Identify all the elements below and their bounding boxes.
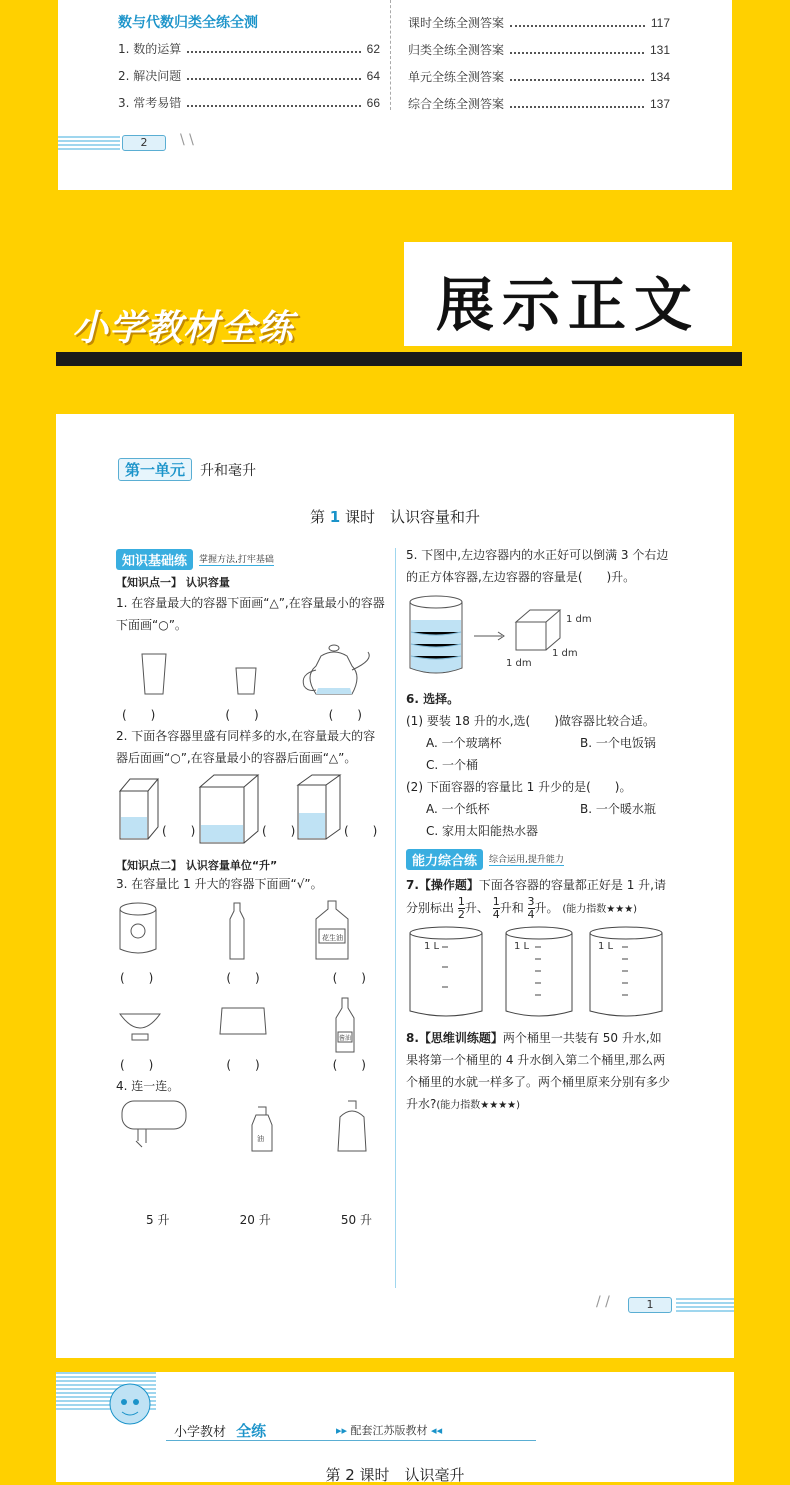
banner-underline	[56, 352, 742, 366]
containers-row-1	[116, 642, 386, 706]
page-number: 2	[122, 135, 166, 151]
answer-blank[interactable]: ( )	[225, 708, 259, 722]
toc-item[interactable]: 课时全练全测答案 117	[408, 16, 670, 30]
answer-row	[120, 1056, 366, 1073]
svg-text:1 dm: 1 dm	[506, 658, 532, 669]
option[interactable]: A. 一个纸杯	[426, 802, 490, 816]
svg-text:花生油: 花生油	[322, 934, 343, 942]
svg-text:1 dm: 1 dm	[552, 648, 578, 659]
volume-label[interactable]: 20 升	[239, 1213, 271, 1227]
options-row	[406, 798, 672, 820]
toc-item[interactable]: 单元全练全测答案 134	[408, 70, 670, 84]
header-brand: 小学教材 全练	[174, 1422, 267, 1440]
options-row	[406, 732, 672, 754]
cylinder-cube-figure	[406, 592, 672, 682]
footer-slash-icon: / /	[596, 1294, 610, 1310]
svg-text:油: 油	[257, 1135, 264, 1143]
next-lesson-title: 第 2 课时 认识毫升	[325, 1466, 465, 1484]
section-subtitle: 综合运用,提升能力	[489, 852, 564, 866]
option[interactable]: C. 家用太阳能热水器	[426, 824, 539, 838]
toc-item[interactable]: 2. 解决问题 64	[118, 69, 380, 83]
question-7: 7.【操作题】下面各容器的容量都正好是 1 升,请分别标出 $\frac{1}{2}$ 升、 $\frac{1}{4}$ 升和 $\frac{3}{4}$ 升。 (能力指数★★★)	[406, 878, 667, 921]
section-subtitle: 掌握方法,打牢基础	[199, 552, 274, 566]
answer-blank[interactable]: ( )	[120, 1058, 154, 1072]
unit-title: 升和毫升	[200, 462, 257, 479]
option[interactable]: B. 一个暖水瓶	[580, 802, 656, 816]
answer-blank[interactable]: ( )	[332, 971, 366, 985]
option[interactable]: C. 一个桶	[426, 758, 479, 772]
footer-slash-icon: \ \	[180, 132, 194, 148]
option[interactable]: B. 一个电饭锅	[580, 736, 656, 750]
answer-blank[interactable]: ( )	[328, 708, 362, 722]
page-number: 1	[628, 1297, 672, 1313]
section-title: 能力综合练	[406, 849, 483, 870]
toc-item[interactable]: 综合全练全测答案 137	[408, 97, 670, 111]
answer-blank[interactable]: ( )	[122, 708, 156, 722]
cylinders-figure	[406, 925, 672, 1021]
question-6-1: (1) 要装 18 升的水,选( )做容器比较合适。	[406, 714, 655, 728]
content-page	[56, 414, 734, 1358]
knowledge-point: 【知识点一】 认识容量	[116, 576, 230, 589]
brand-title: 小学教材全练	[72, 308, 295, 349]
answer-blank[interactable]: ( )	[120, 971, 154, 985]
option[interactable]: A. 一个玻璃杯	[426, 736, 502, 750]
answer-row	[122, 706, 362, 723]
answer-blank[interactable]: ( )	[226, 1058, 260, 1072]
knowledge-point: 【知识点二】 认识容量单位“升”	[116, 859, 278, 872]
match-images	[116, 1097, 386, 1161]
containers-row-3	[116, 899, 386, 965]
next-page	[56, 1372, 734, 1482]
toc-item[interactable]: 3. 常考易错 66	[118, 96, 380, 110]
section-header	[116, 548, 386, 570]
toc-page	[58, 0, 732, 190]
lesson-title: 第 1 课时 认识容量和升	[310, 508, 480, 526]
question-8: 8.【思维训练题】两个桶里一共装有 50 升水,如果将第一个桶里的 4 升水倒入第二个桶里,那么两个桶里的水就一样多了。两个桶里原来分别有多少升水?(能力指数★★★★)	[406, 1031, 671, 1111]
volume-labels	[146, 1211, 372, 1228]
question-5: 5. 下图中,左边容器内的水正好可以倒满 3 个右边的正方体容器,左边容器的容量是( )升。	[406, 548, 669, 584]
section-title: 知识基础练	[116, 549, 193, 570]
containers-row-2	[116, 773, 386, 853]
svg-text:( ): ( )	[162, 824, 196, 838]
question-6: 6. 选择。	[406, 692, 460, 706]
toc-item[interactable]: 1. 数的运算 62	[118, 42, 380, 56]
svg-text:( ): ( )	[344, 824, 378, 838]
left-column	[116, 548, 386, 1228]
answer-row	[120, 969, 366, 986]
toc-left-list	[118, 40, 380, 121]
toc-section-title: 数与代数归类全练全测	[118, 15, 258, 31]
mascot-icon	[102, 1376, 158, 1436]
toc-item[interactable]: 归类全练全测答案 131	[408, 43, 670, 57]
volume-label[interactable]: 5 升	[146, 1213, 170, 1227]
answer-blank[interactable]: ( )	[332, 1058, 366, 1072]
page-footer-stripes	[58, 136, 120, 150]
containers-row-4	[116, 994, 386, 1054]
question-3: 3. 在容量比 1 升大的容器下面画“√”。	[116, 877, 323, 891]
svg-text:1 L: 1 L	[424, 941, 440, 952]
header-line	[166, 1440, 536, 1441]
question-6-2: (2) 下面容器的容量比 1 升少的是( )。	[406, 780, 632, 794]
header-edition: ▸▸ 配套江苏版教材 ◂◂	[336, 1424, 443, 1437]
unit-tag: 第一单元	[118, 458, 192, 481]
svg-text:酱油: 酱油	[339, 1035, 352, 1042]
volume-label[interactable]: 50 升	[340, 1213, 372, 1227]
svg-text:1 L: 1 L	[514, 941, 530, 952]
banner-title: 展示正文	[435, 271, 700, 339]
answer-blank[interactable]: ( )	[226, 971, 260, 985]
svg-text:1 L: 1 L	[598, 941, 614, 952]
question-1: 1. 在容量最大的容器下面画“△”,在容量最小的容器下面画“○”。	[116, 596, 385, 632]
right-column	[406, 544, 672, 1117]
question-2: 2. 下面各容器里盛有同样多的水,在容量最大的容器后面画“○”,在容量最小的容器后面画“△”。	[116, 729, 376, 765]
svg-text:1 dm: 1 dm	[566, 614, 592, 625]
toc-right-list	[408, 14, 670, 122]
section-header	[406, 848, 672, 870]
unit-header	[118, 458, 256, 481]
question-4: 4. 连一连。	[116, 1079, 180, 1093]
svg-text:( ): ( )	[262, 824, 296, 838]
toc-divider	[390, 0, 391, 110]
column-divider	[395, 548, 396, 1288]
page-footer-stripes	[676, 1298, 734, 1312]
